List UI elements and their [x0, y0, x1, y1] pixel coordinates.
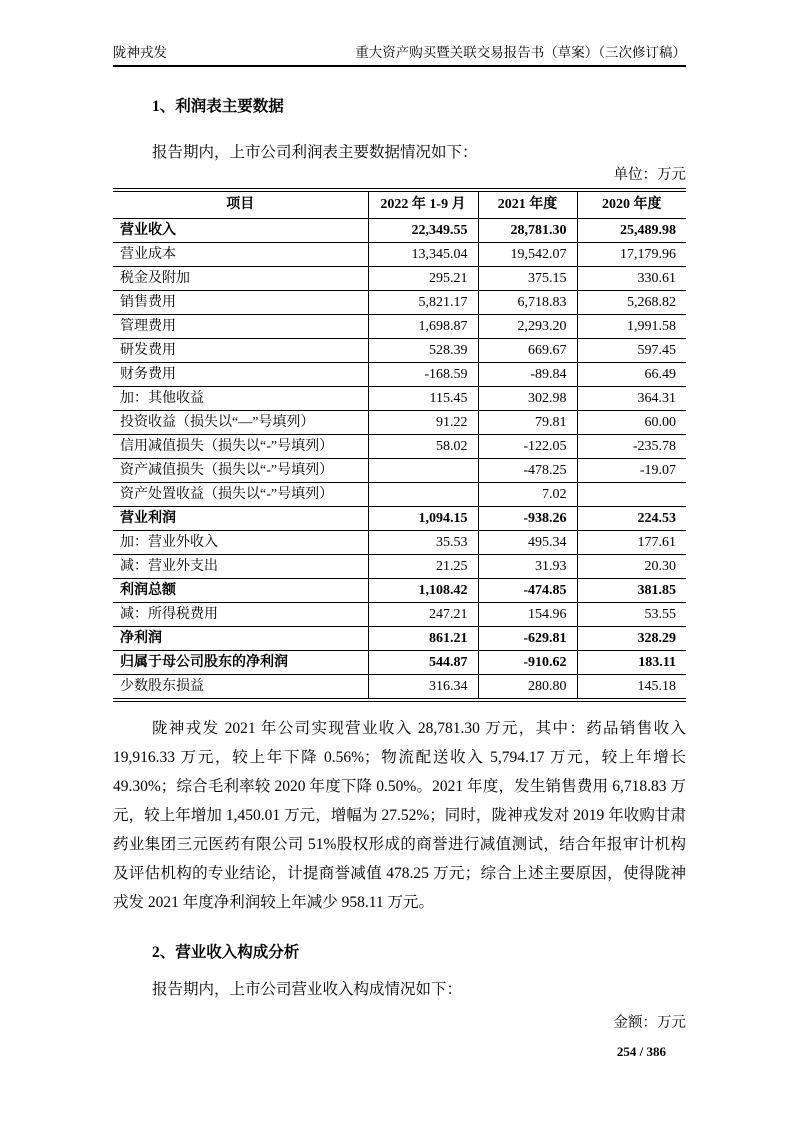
cell-value: 183.11 — [577, 651, 686, 675]
cell-value: 31.93 — [478, 555, 577, 579]
cell-value: 247.21 — [368, 603, 478, 627]
table-row — [113, 579, 686, 603]
column-header-2021: 2021 年度 — [478, 190, 577, 219]
row-label: 销售费用 — [113, 291, 368, 315]
row-label: 营业收入 — [113, 219, 368, 243]
cell-value: 58.02 — [368, 435, 478, 459]
header-document-title: 重大资产购买暨关联交易报告书（草案）（三次修订稿） — [355, 45, 686, 60]
row-label: 归属于母公司股东的净利润 — [113, 651, 368, 675]
table-row — [113, 555, 686, 579]
row-label: 资产处置收益（损失以“-”号填列） — [113, 483, 368, 507]
profit-table — [113, 188, 686, 702]
table-row — [113, 507, 686, 531]
row-label: 净利润 — [113, 627, 368, 651]
cell-value: -19.07 — [577, 459, 686, 483]
cell-value: 60.00 — [577, 411, 686, 435]
row-label: 管理费用 — [113, 315, 368, 339]
cell-value: 19,542.07 — [478, 243, 577, 267]
cell-value: 7.02 — [478, 483, 577, 507]
cell-value: 2,293.20 — [478, 315, 577, 339]
cell-value: 381.85 — [577, 579, 686, 603]
cell-value: -235.78 — [577, 435, 686, 459]
table-row — [113, 435, 686, 459]
table-row — [113, 675, 686, 701]
cell-value: -168.59 — [368, 363, 478, 387]
page-number: 254 / 386 — [616, 1044, 666, 1059]
cell-value: 302.98 — [478, 387, 577, 411]
cell-value: 328.29 — [577, 627, 686, 651]
cell-value: 20.30 — [577, 555, 686, 579]
cell-value — [368, 483, 478, 507]
cell-value: 6,718.83 — [478, 291, 577, 315]
cell-value: -910.62 — [478, 651, 577, 675]
row-label: 资产减值损失（损失以“-”号填列） — [113, 459, 368, 483]
cell-value: 66.49 — [577, 363, 686, 387]
cell-value — [368, 459, 478, 483]
table-row — [113, 627, 686, 651]
row-label: 投资收益（损失以“—”号填列） — [113, 411, 368, 435]
cell-value: 316.34 — [368, 675, 478, 701]
table-row — [113, 219, 686, 243]
table-row — [113, 387, 686, 411]
section-1-intro: 报告期内，上市公司利润表主要数据情况如下： — [152, 144, 478, 161]
table-header-row — [113, 190, 686, 219]
table-row — [113, 267, 686, 291]
table-row — [113, 411, 686, 435]
cell-value: -938.26 — [478, 507, 577, 531]
section-1-title: 1、利润表主要数据 — [152, 98, 284, 115]
cell-value: 280.80 — [478, 675, 577, 701]
table-row — [113, 483, 686, 507]
section-2-intro: 报告期内，上市公司营业收入构成情况如下： — [152, 981, 463, 998]
row-label: 少数股东损益 — [113, 675, 368, 701]
row-label: 研发费用 — [113, 339, 368, 363]
cell-value: -474.85 — [478, 579, 577, 603]
cell-value: 528.39 — [368, 339, 478, 363]
cell-value: 145.18 — [577, 675, 686, 701]
cell-value: 224.53 — [577, 507, 686, 531]
table-row — [113, 315, 686, 339]
cell-value: 5,821.17 — [368, 291, 478, 315]
cell-value: 28,781.30 — [478, 219, 577, 243]
cell-value: 53.55 — [577, 603, 686, 627]
row-label: 财务费用 — [113, 363, 368, 387]
cell-value: 79.81 — [478, 411, 577, 435]
cell-value: 1,991.58 — [577, 315, 686, 339]
table-row — [113, 339, 686, 363]
profit-table-body — [113, 219, 686, 701]
row-label: 减：营业外支出 — [113, 555, 368, 579]
cell-value: 375.15 — [478, 267, 577, 291]
cell-value: 5,268.82 — [577, 291, 686, 315]
table-row — [113, 531, 686, 555]
cell-value: 1,698.87 — [368, 315, 478, 339]
column-header-2020: 2020 年度 — [577, 190, 686, 219]
cell-value: 330.61 — [577, 267, 686, 291]
cell-value: 17,179.96 — [577, 243, 686, 267]
row-label: 税金及附加 — [113, 267, 368, 291]
cell-value: -478.25 — [478, 459, 577, 483]
cell-value: 669.67 — [478, 339, 577, 363]
cell-value: 35.53 — [368, 531, 478, 555]
row-label: 营业利润 — [113, 507, 368, 531]
analysis-paragraph: 陇神戎发 2021 年公司实现营业收入 28,781.30 万元，其中：药品销售收入 19,916.33 万元，较上年下降 0.56%；物流配送收入 5,794.17 万元，较上年增长 49.30%；综合毛利率较 2020 年度下降 0.50%。2021 年度，发生销售费用 6,718.83 万元，较上年增加 1,450.01 万元，增幅为 27.52%；同时，陇神戎发对 2019 年收购甘肃药业集团三元医药有限公司 51%股权形成的商誉进行减值测试，结合年报审计机构及评估机构的专业结论，计提商誉减值 478.25 万元；综合上述主要原因，使得陇神戎发 2021 年度净利润较上年减少 958.11 万元。 — [113, 720, 686, 911]
row-label: 信用减值损失（损失以“-”号填列） — [113, 435, 368, 459]
amount-note: 金额：万元 — [613, 1015, 686, 1031]
table-row — [113, 459, 686, 483]
table-row — [113, 291, 686, 315]
cell-value: 861.21 — [368, 627, 478, 651]
table-row — [113, 363, 686, 387]
cell-value: -122.05 — [478, 435, 577, 459]
cell-value: 22,349.55 — [368, 219, 478, 243]
cell-value: 544.87 — [368, 651, 478, 675]
row-label: 加：其他收益 — [113, 387, 368, 411]
row-label: 加：营业外收入 — [113, 531, 368, 555]
unit-note: 单位：万元 — [613, 167, 686, 183]
row-label: 利润总额 — [113, 579, 368, 603]
cell-value: 13,345.04 — [368, 243, 478, 267]
cell-value: 495.34 — [478, 531, 577, 555]
section-2-title: 2、营业收入构成分析 — [152, 944, 300, 961]
cell-value: 91.22 — [368, 411, 478, 435]
cell-value: 25,489.98 — [577, 219, 686, 243]
column-header-2022: 2022 年 1-9 月 — [368, 190, 478, 219]
table-row — [113, 603, 686, 627]
column-header-item: 项目 — [113, 190, 368, 219]
row-label: 营业成本 — [113, 243, 368, 267]
cell-value: 597.45 — [577, 339, 686, 363]
cell-value: -629.81 — [478, 627, 577, 651]
cell-value: 21.25 — [368, 555, 478, 579]
cell-value: 295.21 — [368, 267, 478, 291]
cell-value: 1,108.42 — [368, 579, 478, 603]
cell-value — [577, 483, 686, 507]
row-label: 减：所得税费用 — [113, 603, 368, 627]
header-company-name: 陇神戎发 — [113, 45, 167, 60]
table-row — [113, 651, 686, 675]
cell-value: 1,094.15 — [368, 507, 478, 531]
cell-value: -89.84 — [478, 363, 577, 387]
cell-value: 154.96 — [478, 603, 577, 627]
page-header — [113, 44, 686, 67]
cell-value: 364.31 — [577, 387, 686, 411]
cell-value: 115.45 — [368, 387, 478, 411]
table-row — [113, 243, 686, 267]
cell-value: 177.61 — [577, 531, 686, 555]
